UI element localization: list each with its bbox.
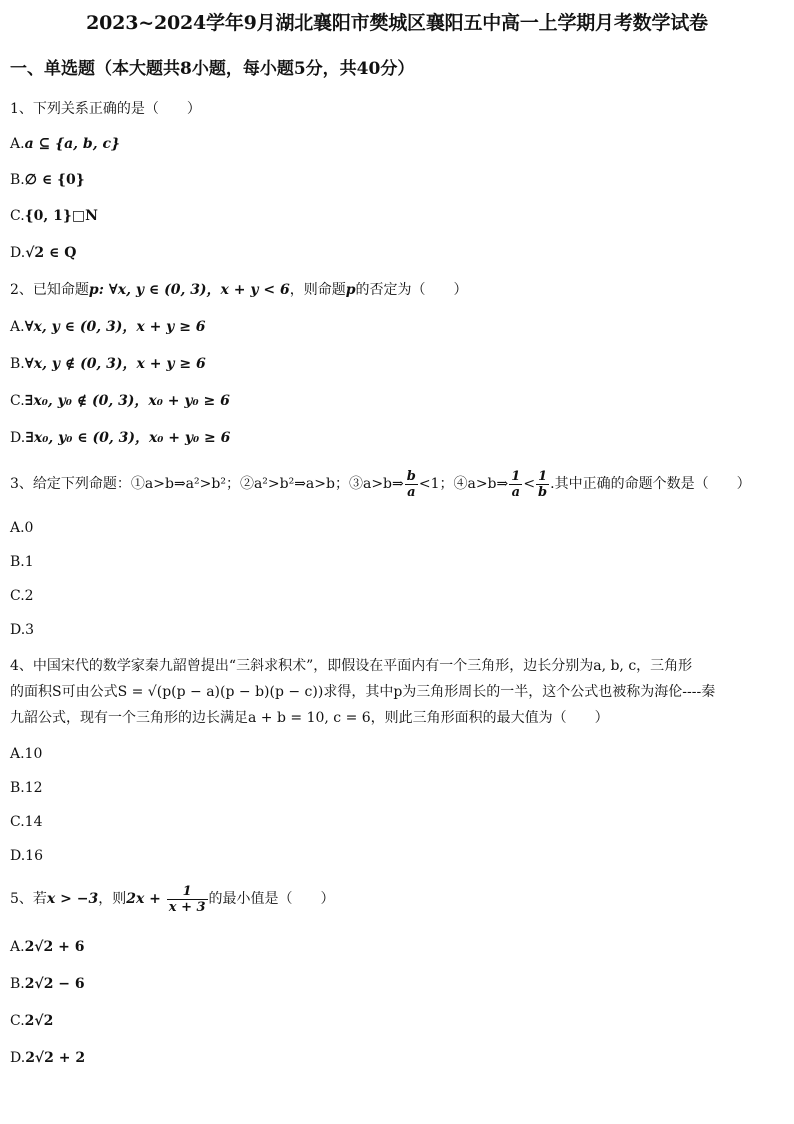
q1-option-c-label: C. — [10, 208, 25, 224]
q5-option-c-label: C. — [10, 1013, 25, 1029]
q2-option-a[interactable] — [10, 317, 206, 337]
q5-option-d-label: D. — [10, 1050, 26, 1066]
q1-option-d-math: √2 ∈ Q — [25, 245, 77, 261]
q4-option-b[interactable]: B.12 — [10, 780, 43, 796]
q1-option-a[interactable] — [10, 134, 120, 154]
q5-frac-num: 1 — [167, 884, 208, 900]
q2-option-a-label: A. — [10, 319, 25, 335]
q3-option-d[interactable]: D.3 — [10, 622, 35, 638]
q3-stem-part1: 3、给定下列命题：①a>b⇒a²>b²；②a²>b²⇒a>b；③a>b⇒ — [10, 476, 404, 492]
q4-stem-line2: 的面积S可由公式S = √(p(p − a)(p − b)(p − c))求得，其中p为三角形周长的一半，这个公式也被称为海伦----秦 — [10, 684, 716, 700]
q1-option-d-label: D. — [10, 245, 26, 261]
q4-option-d[interactable]: D.16 — [10, 848, 43, 864]
q3-frac2-den: a — [511, 484, 520, 500]
section-heading: 一、单选题（本大题共8小题，每小题5分，共40分） — [10, 59, 415, 79]
q2-stem-p: p — [88, 282, 99, 298]
q5-option-c[interactable] — [10, 1011, 53, 1031]
q4-option-a[interactable]: A.10 — [10, 746, 43, 762]
q3-frac1-num: b — [406, 468, 416, 484]
q3-fraction-b-over-a — [405, 469, 418, 500]
q5-stem-part1: 5、若 — [10, 891, 47, 907]
q5-fraction — [167, 884, 208, 915]
q1-option-b[interactable] — [10, 170, 85, 190]
q3-stem-part4: .其中正确的命题个数是（ ） — [550, 476, 751, 492]
q4-option-c[interactable]: C.14 — [10, 814, 43, 830]
q5-stem-math1: x > −3 — [46, 891, 99, 907]
q5-frac-den: x + 3 — [168, 899, 206, 915]
q3-option-b[interactable]: B.1 — [10, 554, 34, 570]
q3-fraction-1-over-a — [509, 469, 522, 500]
q3-frac1-den: a — [407, 484, 416, 500]
q4-stem — [10, 653, 784, 731]
q2-option-c[interactable] — [10, 391, 230, 411]
q5-option-b-label: B. — [10, 976, 25, 992]
q2-option-d[interactable] — [10, 428, 230, 448]
q5-option-a-label: A. — [10, 939, 25, 955]
q1-option-c[interactable] — [10, 206, 98, 226]
q2-option-c-label: C. — [10, 393, 25, 409]
q2-option-b-math: ∀x, y ∉ (0, 3)，x + y ≥ 6 — [24, 356, 206, 372]
q5-option-c-math: 2√2 — [24, 1013, 54, 1029]
q1-option-a-label: A. — [10, 136, 25, 152]
q5-option-b[interactable] — [10, 974, 85, 994]
exam-title: 2023~2024学年9月湖北襄阳市樊城区襄阳五中高一上学期月考数学试卷 — [86, 12, 708, 34]
q3-stem-part2: <1；④a>b⇒ — [418, 476, 509, 492]
q5-option-a[interactable] — [10, 937, 84, 957]
q3-frac3-den: b — [538, 484, 548, 500]
q5-stem-part3: 的最小值是（ ） — [208, 891, 335, 907]
q2-option-b[interactable] — [10, 354, 206, 374]
q4-stem-line3: 九韶公式，现有一个三角形的边长满足a + b = 10, c = 6，则此三角形面积的最大值为（ ） — [10, 710, 609, 726]
q2-option-d-label: D. — [10, 430, 26, 446]
q2-option-d-math: ∃x₀, y₀ ∈ (0, 3)，x₀ + y₀ ≥ 6 — [25, 430, 231, 446]
q2-stem-p2: p — [345, 282, 356, 298]
q1-option-c-math: {0, 1}□N — [24, 208, 98, 224]
q3-frac2-num: 1 — [511, 468, 521, 484]
q2-stem-pre: 2、已知命题 — [10, 282, 89, 298]
q3-fraction-1-over-b — [536, 469, 549, 500]
q1-option-a-math: a ⊆ {a, b, c} — [24, 136, 120, 152]
q3-stem-part3: < — [523, 476, 536, 492]
q3-frac3-num: 1 — [536, 469, 549, 485]
q5-stem — [10, 881, 335, 917]
q2-option-b-label: B. — [10, 356, 25, 372]
q2-stem-math: : ∀x, y ∈ (0, 3)，x + y < 6 — [98, 282, 290, 298]
q2-stem — [10, 280, 468, 300]
q3-option-c[interactable]: C.2 — [10, 588, 34, 604]
q1-stem: 1、下列关系正确的是（ ） — [10, 101, 201, 117]
q3-stem — [10, 466, 751, 502]
q2-option-a-math: ∀x, y ∈ (0, 3)，x + y ≥ 6 — [24, 319, 206, 335]
q5-option-a-math: 2√2 + 6 — [24, 939, 85, 955]
q5-option-d[interactable] — [10, 1048, 85, 1068]
q2-stem-end: 的否定为（ ） — [355, 282, 468, 298]
q5-stem-part2: ，则 — [98, 891, 127, 907]
q1-option-d[interactable] — [10, 243, 76, 263]
q5-option-b-math: 2√2 − 6 — [24, 976, 85, 992]
q2-stem-post: ，则命题 — [289, 282, 346, 298]
q2-option-c-math: ∃x₀, y₀ ∉ (0, 3)，x₀ + y₀ ≥ 6 — [24, 393, 230, 409]
q5-stem-math2: 2x + — [126, 891, 166, 907]
q5-option-d-math: 2√2 + 2 — [25, 1050, 86, 1066]
q1-option-b-label: B. — [10, 172, 25, 188]
q1-option-b-math: ∅ ∈ {0} — [24, 172, 85, 188]
q3-option-a[interactable]: A.0 — [10, 520, 34, 536]
q4-stem-line1: 4、中国宋代的数学家秦九韶曾提出“三斜求积术”，即假设在平面内有一个三角形，边长分别为a, b, c，三角形 — [10, 658, 693, 674]
